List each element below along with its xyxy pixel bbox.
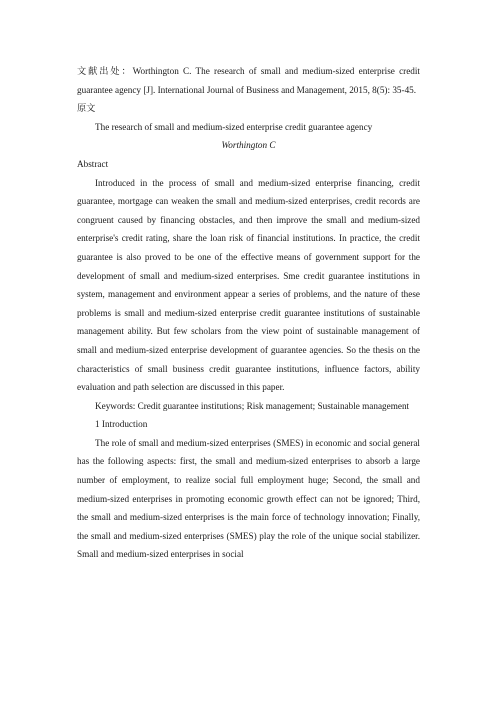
abstract-heading: Abstract bbox=[77, 158, 109, 169]
citation: 文献出处：Worthington C. The research of small and medium-sized enterprise credit guarantee agency [J]. International Journal of Business and Management, 2015, 8(5): 35-45. bbox=[77, 66, 420, 95]
document-page bbox=[77, 62, 420, 564]
introduction-text: The role of small and medium-sized enterprises (SMES) in economic and social general has the following aspects: first, the small and medium-sized enterprises to absorb a large number of employment, to realize social full employment huge; Second, the small and medium-sized enterprises in promoting economic growth effect can not be ignored; Third, the small and medium-sized enterprises is the main force of technology innovation; Finally, the small and medium-sized enterprises (SMES) play the role of the unique social stabilizer. Small and medium-sized enterprises in social bbox=[77, 437, 420, 560]
paper-author: Worthington C bbox=[221, 140, 276, 151]
abstract-text: Introduced in the process of small and medium-sized enterprise financing, credit guarantee, mortgage can weaken the small and medium-sized enterprises, credit records are congruent caused by financing obstacles, and then improve the small and medium-sized enterprise's credit rating, share the loan risk of financial institutions. In practice, the credit guarantee is also proved to be one of the effective means of government support for the development of small and medium-sized enterprises. Sme credit guarantee institutions in system, management and environment appear a series of problems, and the nature of these problems is small and medium-sized enterprise credit guarantee institutions of sustainable management ability. But few scholars from the view point of sustainable management of small and medium-sized enterprise development of guarantee agencies. So the thesis on the characteristics of small business credit guarantee institutions, influence factors, ability evaluation and path selection are discussed in this paper. bbox=[77, 177, 420, 393]
original-label: 原文 bbox=[77, 103, 96, 114]
keywords: Keywords: Credit guarantee institutions; Risk management; Sustainable management bbox=[95, 400, 410, 411]
section-heading-introduction: 1 Introduction bbox=[95, 419, 148, 430]
paper-title: The research of small and medium-sized enterprise credit guarantee agency bbox=[95, 121, 373, 132]
